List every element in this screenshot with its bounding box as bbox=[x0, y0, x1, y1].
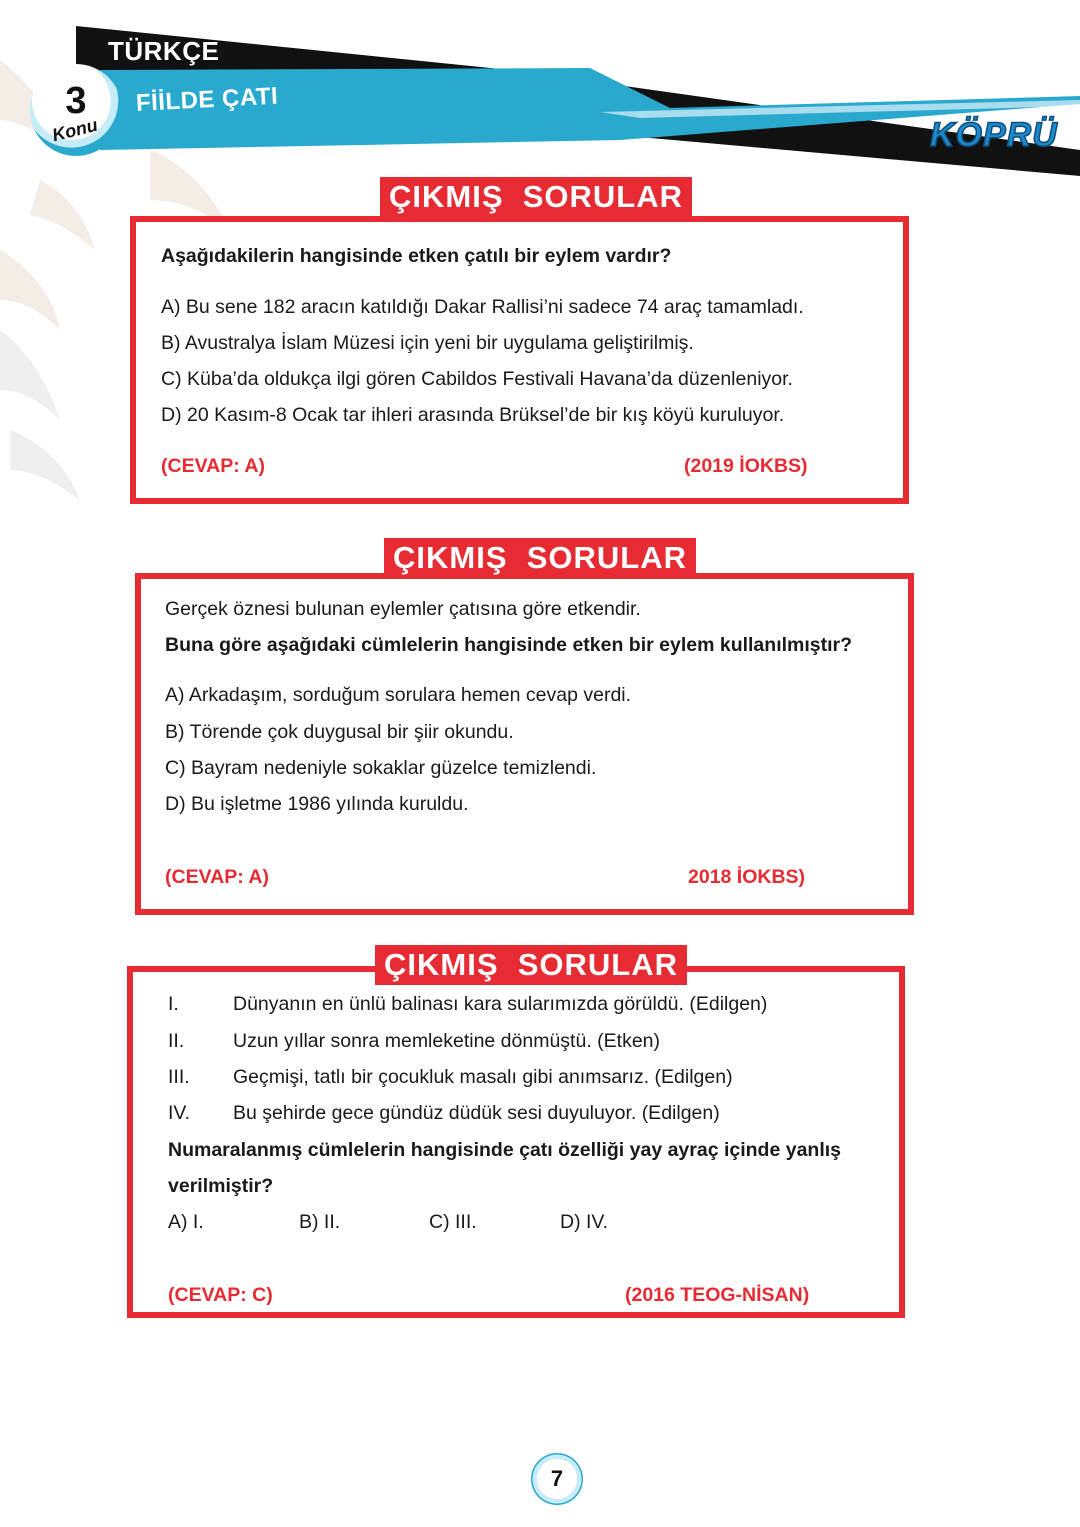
item-text-4: Bu şehirde gece gündüz düdük sesi duyuluyor. (Edilgen) bbox=[233, 1102, 720, 1124]
answer-3: (CEVAP: C) bbox=[168, 1284, 273, 1306]
option-1a: A) Bu sene 182 aracın katıldığı Dakar Rallisi’ni sadece 74 araç tamamladı. bbox=[161, 296, 804, 318]
topic-title: FİİLDE ÇATI bbox=[135, 82, 279, 117]
option-2b: B) Törende çok duygusal bir şiir okundu. bbox=[165, 721, 514, 743]
source-3: (2016 TEOG-NİSAN) bbox=[625, 1284, 810, 1306]
section-tag-1: ÇIKMIŞ SORULAR bbox=[380, 177, 692, 217]
choice-3a: A) I. bbox=[168, 1211, 204, 1233]
choice-3c: C) III. bbox=[429, 1211, 477, 1233]
item-text-1: Dünyanın en ünlü balinası kara sularımızda görüldü. (Edilgen) bbox=[233, 993, 768, 1015]
source-1: (2019 İOKBS) bbox=[684, 455, 808, 477]
option-1c: C) Küba’da oldukça ilgi gören Cabildos Festivali Havana’da düzenleniyor. bbox=[161, 368, 793, 390]
item-text-2: Uzun yıllar sonra memleketine dönmüştü. (Etken) bbox=[233, 1030, 661, 1052]
option-1b: B) Avustralya İslam Müzesi için yeni bir uygulama geliştirilmiş. bbox=[161, 332, 694, 354]
subject-title: TÜRKÇE bbox=[108, 36, 220, 66]
item-num-4: IV. bbox=[168, 1102, 191, 1124]
item-num-2: II. bbox=[168, 1030, 185, 1052]
answer-2: (CEVAP: A) bbox=[165, 866, 269, 888]
question-2-text: Buna göre aşağıdaki cümlelerin hangisinde etken bir eylem kullanılmıştır? bbox=[165, 634, 853, 656]
item-num-1: I. bbox=[168, 993, 179, 1015]
section-tag-3: ÇIKMIŞ SORULAR bbox=[375, 945, 687, 985]
source-2: 2018 İOKBS) bbox=[688, 866, 806, 888]
topic-number-badge bbox=[30, 64, 122, 156]
option-1d: D) 20 Kasım-8 Ocak tar ihleri arasında Brüksel’de bir kış köyü kuruluyor. bbox=[161, 404, 785, 426]
option-2d: D) Bu işletme 1986 yılında kuruldu. bbox=[165, 793, 469, 815]
page-number: 7 bbox=[531, 1453, 583, 1505]
publisher-logo: KÖPRÜ bbox=[930, 116, 1058, 154]
option-2a: A) Arkadaşım, sorduğum sorulara hemen cevap verdi. bbox=[165, 684, 632, 706]
question-1-text: Aşağıdakilerin hangisinde etken çatılı bir eylem vardır? bbox=[161, 245, 672, 267]
question-box-2 bbox=[135, 573, 914, 915]
question-3-line2: verilmiştir? bbox=[168, 1175, 274, 1197]
choice-3d: D) IV. bbox=[560, 1211, 609, 1233]
item-text-3: Geçmişi, tatlı bir çocukluk masalı gibi anımsarız. (Edilgen) bbox=[233, 1066, 733, 1088]
choice-3b: B) II. bbox=[299, 1211, 341, 1233]
question-2-intro: Gerçek öznesi bulunan eylemler çatısına göre etkendir. bbox=[165, 598, 641, 620]
option-2c: C) Bayram nedeniyle sokaklar güzelce temizlendi. bbox=[165, 757, 597, 779]
answer-1: (CEVAP: A) bbox=[161, 455, 265, 477]
item-num-3: III. bbox=[168, 1066, 190, 1088]
badge-number: 3 bbox=[65, 80, 87, 122]
badge-label: Konu bbox=[50, 114, 100, 146]
section-tag-2: ÇIKMIŞ SORULAR bbox=[384, 538, 696, 578]
question-3-line1: Numaralanmış cümlelerin hangisinde çatı özelliği yay ayraç içinde yanlış bbox=[168, 1139, 842, 1161]
